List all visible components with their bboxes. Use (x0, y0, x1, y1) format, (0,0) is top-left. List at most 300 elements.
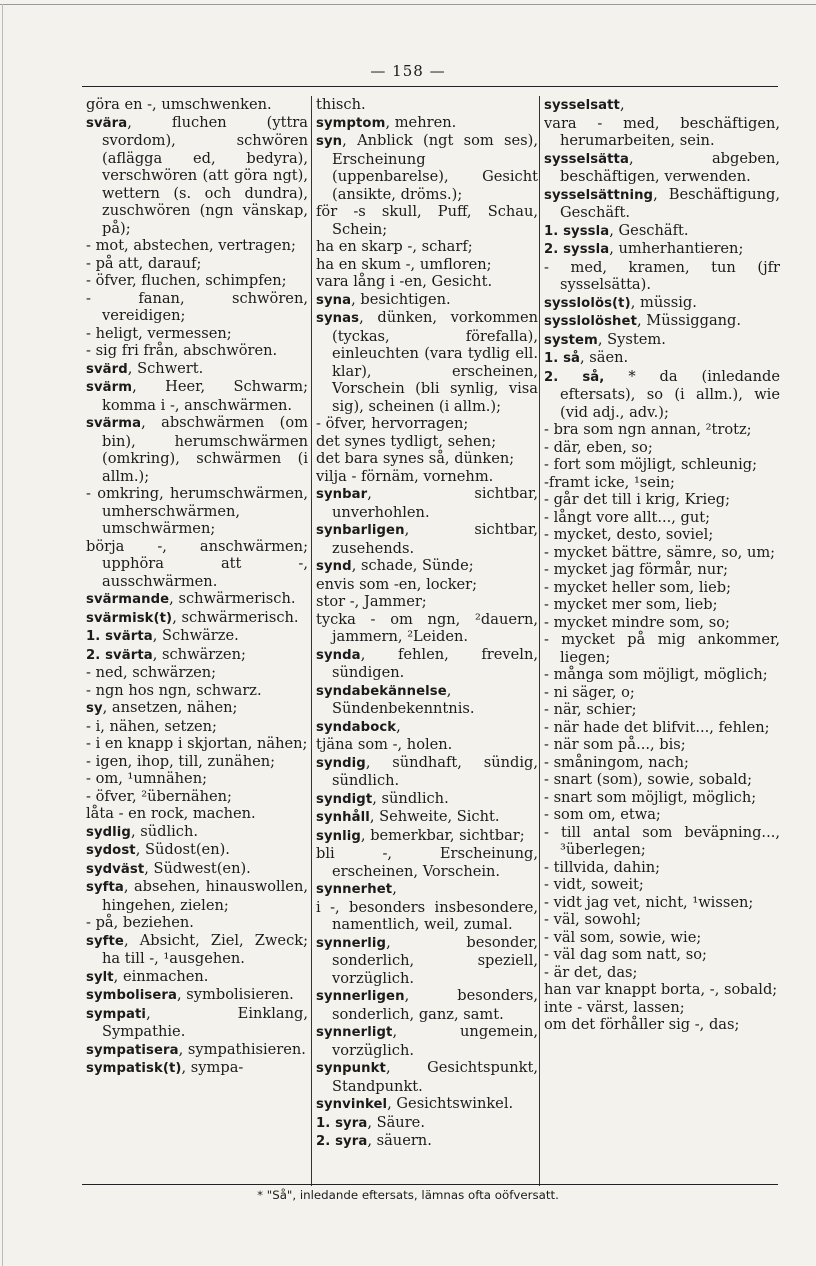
dictionary-subentry (544, 911, 780, 929)
entry-text: , dünken, vorkommen (tyckas, förefalla), einleuchten (vara tydlig ell. klar), erscheinen, Vorschein (bli synlig, visa sig), scheinen (i allm.); (332, 309, 538, 415)
dictionary-entry (544, 294, 780, 313)
dictionary-subentry (86, 342, 308, 360)
dictionary-entry (316, 987, 538, 1023)
dictionary-entry (86, 114, 308, 238)
dictionary-entry (544, 186, 780, 222)
entry-text: göra en -, umschwenken. (86, 96, 272, 113)
dictionary-entry (316, 754, 538, 790)
entry-text: - igen, ihop, till, zunähen; (86, 752, 276, 770)
dictionary-subentry (316, 273, 538, 291)
entry-text: låta - en rock, machen. (86, 805, 256, 822)
dictionary-entry (316, 934, 538, 988)
dictionary-subentry (544, 474, 780, 492)
headword: syfta (86, 880, 124, 895)
dictionary-subentry (86, 682, 308, 700)
headword: svärmande (86, 592, 170, 607)
dictionary-subentry (544, 614, 780, 632)
entry-text: , südlich. (130, 822, 199, 840)
headword: 2. syssla (544, 242, 610, 257)
entry-text: , (396, 717, 401, 735)
entry-text: - mycket mer som, lieb; (544, 596, 718, 613)
entry-text: - går det till i krig, Krieg; (544, 491, 731, 508)
entry-text: - mycket jag förmår, nur; (544, 561, 729, 578)
dictionary-entry (544, 312, 780, 331)
entry-text: , Anblick (ngt som ses), Erscheinung (uppenbarelse), Gesicht (ansikte, dröms.); (332, 132, 538, 203)
dictionary-entry (86, 986, 308, 1005)
entry-text: - vidt jag vet, nicht, ¹wissen; (544, 893, 754, 911)
dictionary-entry (316, 1114, 538, 1133)
dictionary-subentry (544, 999, 780, 1017)
headword: syndig (316, 755, 366, 771)
dictionary-entry (86, 1041, 308, 1060)
dictionary-entry (544, 368, 780, 422)
dictionary-subentry (86, 770, 308, 788)
entry-text: - om, ¹umnähen; (86, 770, 208, 787)
headword: synbarligen (316, 523, 405, 538)
dictionary-subentry (544, 684, 780, 702)
dictionary-subentry (86, 753, 308, 771)
column-divider (539, 96, 540, 1186)
dictionary-column-1 (86, 96, 308, 1182)
entry-text: - sig fri från, abschwören. (86, 342, 278, 359)
headword: synvinkel (316, 1097, 388, 1112)
dictionary-subentry (544, 509, 780, 527)
entry-text: tycka - om ngn, ²dauern, jammern, ²Leiden. (316, 610, 538, 645)
entry-text: -framt icke, ¹sein; (544, 473, 675, 491)
dictionary-entry (316, 1023, 538, 1059)
entry-text: , Sehweite, Sicht. (369, 808, 500, 825)
dictionary-subentry (544, 1016, 780, 1034)
headword: sy (86, 701, 103, 716)
entry-text: envis som -en, locker; (316, 575, 478, 593)
entry-text: - omkring, herumschwärmen, umherschwärmen, umschwärmen; (86, 485, 308, 537)
entry-text: inte - värst, lassen; (544, 998, 685, 1016)
headword: synnerhet (316, 882, 393, 897)
dictionary-entry (86, 932, 308, 968)
dictionary-subentry (86, 237, 308, 255)
dictionary-entry (86, 1005, 308, 1041)
entry-text: - till antal som beväpning..., ³überlegen; (544, 823, 780, 858)
headword: svärd (86, 361, 128, 377)
scan-left-border (2, 4, 3, 1266)
entry-text: , sympa- (181, 1059, 244, 1076)
dictionary-entry (316, 808, 538, 827)
entry-text: * da (inledande eftersats), so (i allm.), wie (vid adj., adv.); (560, 367, 780, 421)
dictionary-entry (544, 222, 780, 241)
dictionary-subentry (316, 450, 538, 468)
footnote: * "Så", inledande eftersats, lämnas ofta oöfversatt. (257, 1188, 559, 1202)
entry-text: - väl, sowohl; (544, 911, 641, 928)
entry-text: , bemerkbar, sichtbar; (360, 826, 525, 844)
entry-text: , Beschäftigung, Geschäft. (560, 185, 780, 221)
dictionary-subentry (316, 576, 538, 594)
entry-text: - där, eben, so; (544, 438, 653, 456)
headword: sysslolöshet (544, 314, 637, 329)
entry-text: vara lång i -en, Gesicht. (316, 273, 493, 290)
headword: sympati (86, 1006, 147, 1022)
entry-text: - mycket, desto, soviel; (544, 526, 714, 543)
dictionary-subentry (544, 754, 780, 772)
headword: synd (316, 559, 352, 574)
entry-text: , Müssiggang. (637, 312, 742, 329)
entry-text: , sündhaft, sündig, sündlich. (332, 753, 538, 789)
dictionary-subentry (544, 421, 780, 439)
entry-text: - som om, etwa; (544, 806, 661, 823)
dictionary-entry (86, 414, 308, 485)
entry-text: - snart som möjligt, möglich; (544, 788, 757, 806)
headword: sydost (86, 843, 136, 858)
dictionary-subentry (544, 981, 780, 999)
dictionary-subentry (544, 631, 780, 666)
headword: 2. så, (544, 369, 605, 385)
headword: sysselsättning (544, 187, 654, 203)
dictionary-subentry (544, 771, 780, 789)
entry-text: tjäna som -, holen. (316, 736, 453, 753)
dictionary-subentry (86, 255, 308, 273)
entry-text: - i, nähen, setzen; (86, 717, 217, 735)
entry-text: - med, kramen, tun (jfr sysselsätta). (544, 258, 780, 293)
page-number: — 158 — (370, 62, 446, 80)
dictionary-subentry (316, 203, 538, 238)
entry-text: - när hade det blifvit..., fehlen; (544, 718, 770, 736)
dictionary-subentry (86, 788, 308, 806)
entry-text: - på, beziehen. (86, 914, 194, 931)
entry-text: - vidt, soweit; (544, 876, 644, 893)
entry-text: , symbolisieren. (177, 986, 294, 1003)
column-divider (311, 96, 312, 1186)
headword: syndabekännelse (316, 683, 447, 699)
headword: system (544, 332, 598, 348)
dictionary-entry (316, 880, 538, 899)
entry-text: vilja - förnäm, vornehm. (316, 467, 494, 485)
dictionary-subentry (544, 596, 780, 614)
entry-text: - snart (som), sowie, sobald; (544, 771, 753, 788)
entry-text: , System. (597, 330, 666, 348)
dictionary-entry (316, 827, 538, 846)
entry-text: , umherhantieren; (609, 240, 744, 257)
entry-text: , fluchen (yttra svordom), schwören (aflägga ed, bedyra), verschwören (att göra ngt), wettern (s. och dundra), zuschwören (ngn vänskap, på); (102, 113, 308, 237)
dictionary-subentry (544, 876, 780, 894)
entry-text: , Einklang, Sympathie. (102, 1004, 308, 1040)
entry-text: - mycket bättre, sämre, so, um; (544, 543, 776, 561)
dictionary-subentry (544, 806, 780, 824)
entry-text: - öfver, hervorragen; (316, 415, 469, 432)
headword: svära (86, 115, 128, 131)
dictionary-entry (86, 360, 308, 379)
headword: synhåll (316, 810, 370, 825)
entry-text: - mot, abstechen, vertragen; (86, 237, 296, 254)
dictionary-entry (86, 860, 308, 879)
entry-text: - mycket mindre som, so; (544, 613, 730, 631)
headword: syfte (86, 933, 124, 949)
entry-text: , (392, 880, 397, 897)
headword: 1. svärta (86, 629, 153, 644)
entry-text: han var knappt borta, -, sobald; (544, 981, 778, 998)
dictionary-subentry (86, 664, 308, 682)
dictionary-subentry (316, 468, 538, 486)
dictionary-subentry (86, 272, 308, 290)
dictionary-subentry (86, 290, 308, 325)
dictionary-subentry (544, 736, 780, 754)
entry-text: , sichtbar, unverhohlen. (332, 485, 538, 521)
headword: 1. syra (316, 1115, 368, 1131)
footnote-rule (82, 1184, 778, 1185)
dictionary-entry (86, 823, 308, 842)
dictionary-subentry (544, 439, 780, 457)
entry-text: - är det, das; (544, 963, 638, 981)
entry-text: - när, schier; (544, 701, 637, 718)
entry-text: , schwärmerisch. (169, 590, 296, 607)
entry-text: för -s skull, Puff, Schau, Schein; (316, 203, 538, 238)
dictionary-subentry (316, 611, 538, 646)
entry-text: , sympathisieren. (178, 1040, 306, 1058)
dictionary-subentry (316, 96, 538, 114)
entry-text: vara - med, beschäftigen, herumarbeiten, sein. (544, 114, 780, 149)
headword: sydlig (86, 824, 131, 840)
headword: sysslolös(t) (544, 295, 631, 311)
entry-text: - fort som möjligt, schleunig; (544, 456, 758, 473)
headword: sydväst (86, 861, 145, 877)
headword: synlig (316, 828, 361, 844)
entry-text: , absehen, hinauswollen, hingehen, zielen; (102, 878, 308, 914)
entry-text: - öfver, fluchen, schimpfen; (86, 272, 287, 289)
dictionary-subentry (86, 325, 308, 343)
dictionary-entry (544, 331, 780, 350)
dictionary-subentry (316, 845, 538, 880)
entry-text: , Südwest(en). (144, 859, 251, 877)
dictionary-subentry (544, 115, 780, 150)
entry-text: , schade, Sünde; (351, 557, 474, 574)
dictionary-subentry (86, 718, 308, 736)
entry-text: , Heer, Schwarm; komma i -, anschwärmen. (102, 378, 308, 414)
dictionary-entry (316, 646, 538, 682)
entry-text: , säen. (580, 349, 629, 366)
headword: syna (316, 292, 352, 308)
headword: sympatisera (86, 1042, 179, 1058)
dictionary-subentry (86, 805, 308, 823)
entry-text: - ned, schwärzen; (86, 664, 217, 681)
entry-text: det synes tydligt, sehen; (316, 432, 497, 450)
entry-text: , (619, 96, 625, 113)
dictionary-entry (316, 521, 538, 557)
dictionary-subentry (544, 544, 780, 562)
headword: svärmisk(t) (86, 610, 173, 626)
entry-text: - många som möjligt, möglich; (544, 666, 768, 683)
dictionary-entry (544, 96, 780, 115)
entry-text: , mehren. (385, 113, 457, 131)
headword: sylt (86, 969, 114, 985)
headword: synpunkt (316, 1061, 386, 1076)
dictionary-entry (316, 1095, 538, 1114)
entry-text: , einmachen. (113, 967, 209, 985)
entry-text: , abschwärmen (om bin), herumschwärmen (omkring), schwärmen (i allm.); (102, 414, 308, 485)
dictionary-entry (86, 378, 308, 414)
dictionary-subentry (544, 859, 780, 877)
dictionary-subentry (316, 433, 538, 451)
headword: syndigt (316, 791, 373, 807)
entry-text: , müssig. (630, 293, 697, 311)
dictionary-subentry (86, 485, 308, 538)
headword: synda (316, 647, 361, 663)
entry-text: stor -, Jammer; (316, 593, 427, 610)
dictionary-subentry (316, 415, 538, 433)
dictionary-entry (86, 1059, 308, 1078)
dictionary-subentry (544, 701, 780, 719)
dictionary-subentry (86, 538, 308, 591)
entry-text: - i en knapp i skjortan, nähen; (86, 735, 308, 752)
dictionary-subentry (544, 526, 780, 544)
dictionary-entry (86, 878, 308, 914)
dictionary-entry (86, 590, 308, 609)
entry-text: , ansetzen, nähen; (102, 699, 238, 716)
dictionary-subentry (86, 914, 308, 932)
dictionary-subentry (86, 735, 308, 753)
headword: sysselsätta (544, 151, 629, 167)
entry-text: - väl som, sowie, wie; (544, 928, 702, 946)
headword: 2. syra (316, 1134, 368, 1149)
dictionary-entry (316, 485, 538, 521)
dictionary-entry (316, 1132, 538, 1151)
headword: synnerlig (316, 935, 387, 951)
headword: synnerligen (316, 989, 405, 1004)
entry-text: , sichtbar, zusehends. (332, 521, 538, 557)
entry-text: thisch. (316, 96, 366, 113)
entry-text: , Schwärze. (152, 627, 239, 644)
dictionary-entry (86, 699, 308, 718)
header-rule (82, 86, 778, 87)
headword: svärm (86, 380, 133, 395)
dictionary-subentry (316, 899, 538, 934)
dictionary-subentry (544, 894, 780, 912)
entry-text: , sündlich. (372, 789, 449, 807)
dictionary-entry (544, 349, 780, 368)
entry-text: , besonder, sonderlich, speziell, vorzüglich. (332, 933, 538, 987)
dictionary-entry (316, 1059, 538, 1095)
entry-text: , besichtigen. (351, 290, 451, 308)
entry-text: - långt vore allt..., gut; (544, 508, 711, 526)
dictionary-entry (316, 114, 538, 133)
scan-top-border (0, 4, 816, 5)
dictionary-entry (86, 841, 308, 860)
headword: 1. syssla (544, 223, 610, 239)
dictionary-entry (544, 240, 780, 259)
dictionary-subentry (544, 259, 780, 294)
dictionary-subentry (544, 456, 780, 474)
dictionary-entry (86, 968, 308, 987)
dictionary-subentry (86, 96, 308, 114)
dictionary-entry (316, 790, 538, 809)
entry-text: - fanan, schwören, vereidigen; (86, 289, 308, 324)
headword: 2. svärta (86, 647, 153, 663)
entry-text: - ni säger, o; (544, 683, 635, 701)
dictionary-subentry (316, 256, 538, 274)
dictionary-entry (86, 627, 308, 646)
headword: svärma (86, 416, 142, 431)
entry-text: , Gesichtswinkel. (387, 1095, 514, 1112)
entry-text: , Südost(en). (135, 841, 230, 858)
entry-text: - småningom, nach; (544, 753, 689, 771)
headword: syn (316, 134, 343, 149)
headword: syndabock (316, 719, 397, 735)
dictionary-entry (316, 132, 538, 203)
entry-text: det bara synes så, dünken; (316, 450, 515, 467)
headword: synnerligt (316, 1025, 393, 1040)
entry-text: , Säure. (367, 1113, 425, 1131)
entry-text: , säuern. (367, 1132, 432, 1149)
entry-text: ha en skum -, umfloren; (316, 255, 492, 273)
entry-text: - heligt, vermessen; (86, 324, 232, 342)
entry-text: - ngn hos ngn, schwarz. (86, 681, 262, 699)
entry-text: , Schwert. (127, 359, 204, 377)
dictionary-subentry (544, 491, 780, 509)
dictionary-entry (86, 609, 308, 628)
dictionary-entry (316, 682, 538, 718)
dictionary-subentry (316, 736, 538, 754)
headword: synbar (316, 487, 368, 502)
dictionary-subentry (544, 579, 780, 597)
entry-text: - mycket på mig ankommer, liegen; (544, 631, 780, 666)
dictionary-subentry (544, 946, 780, 964)
dictionary-subentry (544, 824, 780, 859)
entry-text: , schwärmerisch. (172, 608, 299, 626)
dictionary-subentry (544, 666, 780, 684)
entry-text: - bra som ngn annan, ²trotz; (544, 421, 752, 438)
entry-text: - öfver, ²übernähen; (86, 787, 232, 805)
entry-text: , Sündenbekenntnis. (332, 681, 475, 717)
dictionary-subentry (316, 593, 538, 611)
entry-text: - när som på..., bis; (544, 736, 686, 753)
entry-text: i -, besonders insbesondere, namentlich, weil, zumal. (316, 898, 538, 933)
entry-text: bli -, Erscheinung, erscheinen, Vorschein. (316, 845, 538, 880)
headword: symbolisera (86, 988, 178, 1003)
dictionary-subentry (544, 964, 780, 982)
entry-text: , abgeben, beschäftigen, verwenden. (560, 149, 780, 185)
headword: 1. så (544, 351, 581, 366)
dictionary-entry (544, 150, 780, 186)
dictionary-subentry (544, 929, 780, 947)
dictionary-entry (316, 557, 538, 576)
entry-text: - väl dag som natt, so; (544, 946, 707, 963)
entry-text: , Absicht, Ziel, Zweck; ha till -, ¹ausgehen. (102, 931, 308, 967)
entry-text: , Gesichtspunkt, Standpunkt. (332, 1059, 538, 1095)
headword: sympatisk(t) (86, 1061, 182, 1076)
dictionary-subentry (544, 719, 780, 737)
dictionary-subentry (316, 238, 538, 256)
entry-text: , besonders, sonderlich, ganz, samt. (332, 987, 538, 1023)
entry-text: ha en skarp -, scharf; (316, 238, 473, 255)
headword: sysselsatt (544, 98, 620, 113)
dictionary-column-3 (544, 96, 780, 1182)
entry-text: , ungemein, vorzüglich. (332, 1023, 538, 1059)
dictionary-entry (316, 309, 538, 415)
dictionary-entry (316, 718, 538, 737)
entry-text: om det förhåller sig -, das; (544, 1016, 740, 1033)
entry-text: - på att, darauf; (86, 254, 202, 272)
dictionary-subentry (544, 789, 780, 807)
entry-text: - tillvida, dahin; (544, 858, 661, 876)
entry-text: - mycket heller som, lieb; (544, 578, 732, 596)
entry-text: , Geschäft. (609, 221, 689, 239)
entry-text: , schwärzen; (152, 645, 246, 663)
dictionary-subentry (544, 561, 780, 579)
headword: synas (316, 311, 360, 326)
dictionary-entry (316, 291, 538, 310)
entry-text: börja -, anschwärmen; upphöra att -, ausschwärmen. (86, 537, 308, 590)
entry-text: , fehlen, freveln, sündigen. (332, 645, 538, 681)
dictionary-column-2 (316, 96, 538, 1182)
dictionary-entry (86, 646, 308, 665)
headword: symptom (316, 115, 386, 131)
